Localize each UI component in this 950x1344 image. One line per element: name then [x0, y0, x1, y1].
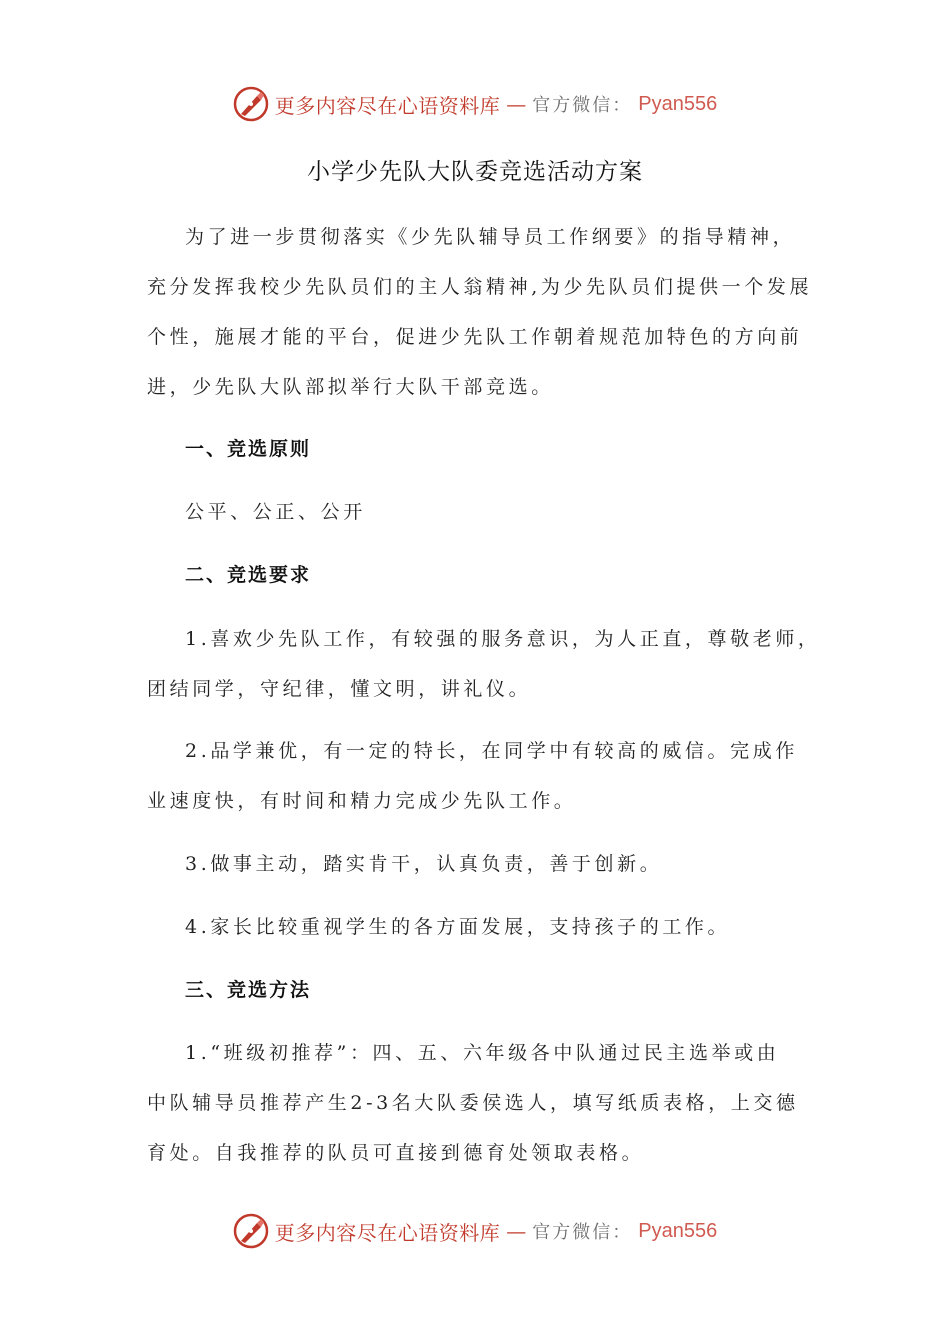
watermark-banner-bottom: [0, 1211, 950, 1251]
intro-line-2: 充分发挥我校少先队员们的主人翁精神,为少先队员们提供一个发展: [147, 276, 813, 298]
watermark-wechat-label: 官方微信：: [532, 95, 633, 116]
method-1-line-2: 中队辅导员推荐产生2-3名大队委侯选人，填写纸质表格，上交德: [147, 1092, 799, 1114]
principles-text: 公平、公正、公开: [185, 501, 366, 523]
method-1-line-1: 1.“班级初推荐”：四、五、六年级各中队通过民主选举或由: [185, 1042, 780, 1064]
intro-line-3: 个性，施展才能的平台，促进少先队工作朝着规范加特色的方向前: [147, 326, 803, 348]
watermark-banner-top: [0, 84, 950, 124]
intro-line-1: 为了进一步贯彻落实《少先队辅导员工作纲要》的指导精神，: [185, 226, 796, 248]
requirement-2-line-1: 2.品学兼优，有一定的特长，在同学中有较高的威信。完成作: [185, 740, 798, 762]
watermark-dash: —: [506, 92, 527, 116]
method-1-line-3: 育处。自我推荐的队员可直接到德育处领取表格。: [147, 1142, 645, 1164]
requirement-2-line-2: 业速度快，有时间和精力完成少先队工作。: [147, 790, 577, 812]
watermark-handle: Pyan556: [638, 92, 718, 115]
pen-logo-icon: [233, 86, 269, 122]
watermark-handle: Pyan556: [638, 1219, 718, 1242]
section-heading-requirements: 二、竞选要求: [185, 564, 312, 586]
requirement-3: 3.做事主动，踏实肯干，认真负责，善于创新。: [185, 853, 663, 875]
requirement-4: 4.家长比较重视学生的各方面发展，支持孩子的工作。: [185, 916, 731, 938]
watermark-dash: —: [506, 1219, 527, 1243]
watermark-brand: 更多内容尽在心语资料库: [274, 1220, 501, 1245]
pen-logo-icon: [233, 1213, 269, 1249]
document-title: 小学少先队大队委竞选活动方案: [307, 159, 643, 185]
watermark-wechat-label: 官方微信：: [532, 1222, 633, 1243]
watermark-brand: 更多内容尽在心语资料库: [274, 93, 501, 118]
intro-line-4: 进，少先队大队部拟举行大队干部竞选。: [147, 376, 554, 398]
requirement-1-line-1: 1.喜欢少先队工作，有较强的服务意识，为人正直，尊敬老师，: [185, 628, 821, 650]
section-heading-principles: 一、竞选原则: [185, 438, 312, 460]
section-heading-methods: 三、竞选方法: [185, 979, 312, 1001]
requirement-1-line-2: 团结同学，守纪律，懂文明，讲礼仪。: [147, 678, 532, 700]
